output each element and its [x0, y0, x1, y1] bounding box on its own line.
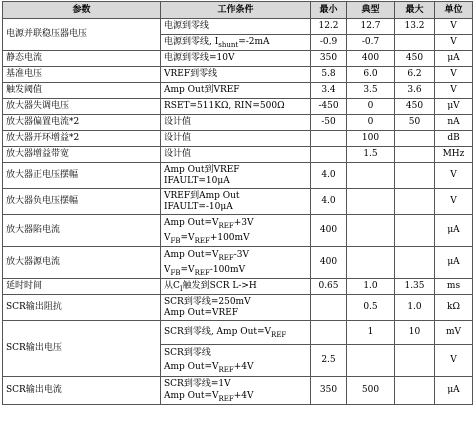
unit-cell: V: [435, 189, 473, 215]
header-min: 最小: [311, 2, 347, 19]
param-cell: 电源并联稳压器电压: [3, 19, 161, 51]
unit-cell: μA: [435, 215, 473, 247]
param-cell: 静态电流: [3, 51, 161, 67]
condition-cell: SCR到零线=250mV Amp Out=VREF: [161, 295, 311, 321]
param-cell: 放大器负电压摆幅: [3, 189, 161, 215]
unit-cell: MHz: [435, 147, 473, 163]
typ-cell: [347, 345, 395, 377]
param-cell: 放大器偏置电流*2: [3, 115, 161, 131]
max-cell: [395, 215, 435, 247]
condition-cell: SCR到零线 Amp $Out=V_{REF}+4V$: [161, 345, 311, 377]
param-cell: 放大器开环增益*2: [3, 131, 161, 147]
max-cell: 1.0: [395, 295, 435, 321]
min-cell: 350: [311, 51, 347, 67]
table-row: [3, 377, 473, 405]
condition-cell: SCR到零线=1V Amp $Out=V_{REF}+4V$: [161, 377, 311, 405]
table-row: [3, 321, 473, 345]
unit-cell: dB: [435, 131, 473, 147]
max-cell: 13.2: [395, 19, 435, 35]
param-cell: 放大器失调电压: [3, 99, 161, 115]
min-cell: 350: [311, 377, 347, 405]
typ-cell: 1.5: [347, 147, 395, 163]
min-cell: [311, 147, 347, 163]
max-cell: [395, 377, 435, 405]
unit-cell: ms: [435, 279, 473, 295]
condition-cell: 设计值: [161, 131, 311, 147]
table-row: [3, 99, 473, 115]
min-cell: [311, 295, 347, 321]
condition-cell: 从$C_I$触发到SCR L->H: [161, 279, 311, 295]
unit-cell: V: [435, 35, 473, 51]
max-cell: 10: [395, 321, 435, 345]
max-cell: [395, 163, 435, 189]
max-cell: [395, 35, 435, 51]
unit-cell: mV: [435, 321, 473, 345]
max-cell: [395, 131, 435, 147]
condition-cell: 设计值: [161, 115, 311, 131]
header-max: 最大: [395, 2, 435, 19]
spec-table: [2, 1, 473, 405]
unit-cell: μV: [435, 99, 473, 115]
table-row: [3, 19, 473, 35]
param-cell: 放大器增益带宽: [3, 147, 161, 163]
unit-cell: V: [435, 345, 473, 377]
typ-cell: 400: [347, 51, 395, 67]
param-cell: SCR输出电流: [3, 377, 161, 405]
table-row: [3, 215, 473, 247]
typ-cell: 1.0: [347, 279, 395, 295]
max-cell: 50: [395, 115, 435, 131]
unit-cell: V: [435, 163, 473, 189]
table-row: [3, 131, 473, 147]
min-cell: 4.0: [311, 163, 347, 189]
table-row: [3, 247, 473, 279]
param-cell: 基准电压: [3, 67, 161, 83]
condition-cell: Amp Out到VREF IFAULT=10μA: [161, 163, 311, 189]
table-row: [3, 67, 473, 83]
max-cell: 450: [395, 99, 435, 115]
condition-cell: RSET=511KΩ, RIN=500Ω: [161, 99, 311, 115]
table-row: [3, 147, 473, 163]
typ-cell: [347, 189, 395, 215]
condition-cell: 设计值: [161, 147, 311, 163]
min-cell: -50: [311, 115, 347, 131]
unit-cell: μA: [435, 247, 473, 279]
unit-cell: μA: [435, 377, 473, 405]
condition-cell: VREF到Amp Out IFAULT=-10μA: [161, 189, 311, 215]
max-cell: [395, 147, 435, 163]
typ-cell: 3.5: [347, 83, 395, 99]
typ-cell: 0: [347, 99, 395, 115]
condition-cell: Amp Out到VREF: [161, 83, 311, 99]
max-cell: 1.35: [395, 279, 435, 295]
header-row: [3, 2, 473, 19]
max-cell: [395, 247, 435, 279]
min-cell: 400: [311, 215, 347, 247]
min-cell: -0.9: [311, 35, 347, 51]
typ-cell: [347, 247, 395, 279]
condition-cell: SCR到零线, Amp $Out=V_{REF}$: [161, 321, 311, 345]
typ-cell: 6.0: [347, 67, 395, 83]
param-cell: SCR输出电压: [3, 321, 161, 377]
header-typ: 典型: [347, 2, 395, 19]
table-row: [3, 189, 473, 215]
min-cell: [311, 321, 347, 345]
condition-cell: Amp $Out=V_{REF}-3V$ $V_{FB}=V_{REF}-100mV$: [161, 247, 311, 279]
typ-cell: 0.5: [347, 295, 395, 321]
param-cell: SCR输出阻抗: [3, 295, 161, 321]
typ-cell: 100: [347, 131, 395, 147]
unit-cell: μA: [435, 51, 473, 67]
header-param: 参数: [3, 2, 161, 19]
table-row: [3, 51, 473, 67]
min-cell: 3.4: [311, 83, 347, 99]
table-row: [3, 295, 473, 321]
param-cell: 放大器正电压摆幅: [3, 163, 161, 189]
min-cell: [311, 131, 347, 147]
max-cell: [395, 345, 435, 377]
typ-cell: 1: [347, 321, 395, 345]
condition-cell: Amp $Out=V_{REF}+3V$ $V_{FB}=V_{REF}+100mV$: [161, 215, 311, 247]
max-cell: [395, 189, 435, 215]
typ-cell: [347, 163, 395, 189]
typ-cell: 12.7: [347, 19, 395, 35]
param-cell: 触发阈值: [3, 83, 161, 99]
min-cell: 400: [311, 247, 347, 279]
min-cell: 0.65: [311, 279, 347, 295]
condition-cell: 电源到零线=10V: [161, 51, 311, 67]
min-cell: 4.0: [311, 189, 347, 215]
param-cell: 延时时间: [3, 279, 161, 295]
unit-cell: V: [435, 19, 473, 35]
table-row: [3, 279, 473, 295]
header-condition: 工作条件: [161, 2, 311, 19]
typ-cell: -0.7: [347, 35, 395, 51]
unit-cell: V: [435, 67, 473, 83]
unit-cell: V: [435, 83, 473, 99]
min-cell: 5.8: [311, 67, 347, 83]
condition-cell: 电源到零线, $I_{shunt}=-2mA$: [161, 35, 311, 51]
param-cell: 放大器源电流: [3, 247, 161, 279]
min-cell: -450: [311, 99, 347, 115]
condition-cell: VREF到零线: [161, 67, 311, 83]
min-cell: 12.2: [311, 19, 347, 35]
table-row: [3, 115, 473, 131]
typ-cell: [347, 215, 395, 247]
max-cell: 3.6: [395, 83, 435, 99]
max-cell: 450: [395, 51, 435, 67]
table-row: [3, 83, 473, 99]
param-cell: 放大器陷电流: [3, 215, 161, 247]
unit-cell: nA: [435, 115, 473, 131]
typ-cell: 0: [347, 115, 395, 131]
typ-cell: 500: [347, 377, 395, 405]
unit-cell: kΩ: [435, 295, 473, 321]
table-row: [3, 163, 473, 189]
header-unit: 单位: [435, 2, 473, 19]
condition-cell: 电源到零线: [161, 19, 311, 35]
min-cell: 2.5: [311, 345, 347, 377]
max-cell: 6.2: [395, 67, 435, 83]
